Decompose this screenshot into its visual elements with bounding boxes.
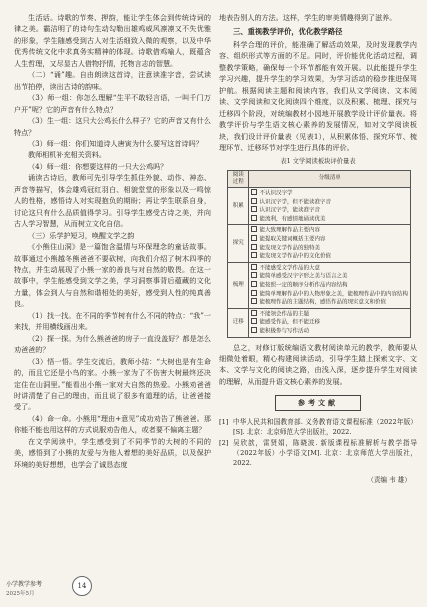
left-column <box>14 12 211 470</box>
checklist-item-text: 能积极参与写作活动 <box>259 328 309 335</box>
checklist-item-text: 能按照一定的顺序分析作品内容结构 <box>259 282 348 289</box>
paragraph: （3）师一组：你们知道诗人唐寅为什么要写这首诗吗？ <box>28 138 203 148</box>
checkbox-icon <box>251 290 257 296</box>
checklist-item-text: 能大致理解作品主要内容 <box>259 227 320 234</box>
checkbox-icon <box>251 327 257 333</box>
section-title: 三、重视教学评价，优化教学路径 <box>233 27 343 37</box>
checkbox-icon <box>251 244 257 250</box>
checkbox-icon <box>251 198 257 204</box>
checkbox-icon <box>251 215 257 221</box>
subsection-heading: （三）乐学护短习，唤醒文学之韵 <box>28 230 135 240</box>
paragraph: （2）探一探。为什么熊爸爸的房子一直没盖好？都是怎么劝爸爸的？ <box>14 333 211 355</box>
checkbox-icon <box>251 264 257 270</box>
checklist-item-text: 不能领会作品的主题 <box>259 311 309 318</box>
table-dimension-cell: 探究 <box>228 225 249 262</box>
paragraph: 生活话。诗歌的节奏、押韵，能让学生体会到传统诗词的律之美。霸洁明了的诗句生动勾勒出雄鸡威风凛凛又不失优雅的形象，学生随感受到古人对生活细致入微的观察，以及中华优秀传统文化中求真务实精神的体现。诗歌借鸡喻人，既蕴含人生哲理，又尽显古人借物抒情，托物言志的智慧。 <box>14 13 211 68</box>
reference-item <box>219 417 417 438</box>
checklist-item <box>251 206 408 215</box>
checkbox-icon <box>251 206 257 212</box>
references-heading-wrap <box>219 395 417 410</box>
checklist-item <box>251 327 408 336</box>
paragraph: 教师相机补充相关资料。 <box>28 150 107 160</box>
reference-number: [1] <box>219 417 229 426</box>
checklist-item-text: 不认识汉字学 <box>259 190 293 197</box>
checkbox-icon <box>251 298 257 304</box>
table-row <box>228 308 411 337</box>
table-row <box>228 262 411 308</box>
checkbox-icon <box>251 310 257 316</box>
checklist-item <box>251 252 408 261</box>
table-header: 阅读过程 <box>228 170 249 187</box>
editor-note: （责编 韦 雄） <box>367 475 411 484</box>
paragraph: （1）找一找。在不同的季节树有什么不同的特点：“我”一来找，并用横线画出来。 <box>14 310 211 332</box>
reference-item <box>219 438 417 469</box>
checklist-item <box>251 198 408 207</box>
checklist-item-text: 认识汉字学，能读准字音 <box>259 207 320 214</box>
checklist-item-text: 能发现文学作品的独特美 <box>259 245 320 252</box>
table-row <box>228 188 411 225</box>
checklist-item <box>251 244 408 253</box>
paragraph: 在文学阅读中，学生感受到了不同季节的大树的不同的美，感悟到了小熊的友爱与为他人着想的美好品质，以及保护环境的美好想想，也学会了诚恳态度 <box>14 436 211 469</box>
checklist-item <box>251 290 408 299</box>
checklist-item <box>251 215 408 224</box>
checklist-item-text: 认识汉字学，但不能读准字音 <box>259 199 331 206</box>
checklist-item <box>251 318 408 327</box>
paragraph: 《小熊住山洞》是一篇饱含温情与环保理念的童话故事。故事通过小熊越冬熊爸爸不要砍树，向我们介绍了树木四季的特点，并生动展现了小熊一家的善良与对自然的敬畏。在这一故事中，学生能感受到文学之美，学习洞察事背后蕴藏的文化力量，体会到人与自然和谐相处的美好，感受到人性的纯真善良。 <box>14 242 211 309</box>
checklist-item <box>251 298 408 307</box>
checklist-item <box>251 235 408 244</box>
table-dimension-cell: 梳理 <box>228 262 249 308</box>
paragraph: （4）师一组：你想要这样的一只大公鸡吗？ <box>28 161 168 171</box>
paragraph: （二）“诵”趣。自由朗读这首诗，注意读准字音，尝试读出节拍停，读出古诗的韵味。 <box>14 70 211 91</box>
checkbox-icon <box>251 226 257 232</box>
evaluation-table <box>227 170 411 338</box>
reference-number: [2] <box>219 438 229 447</box>
checkbox-icon <box>251 272 257 278</box>
checkbox-icon <box>251 318 257 324</box>
checkbox-icon <box>251 252 257 258</box>
reference-text: 吴欣歆，雷贤娟，陈晓波. 新版课程标准解析与教学指导（2022年版）小学语文[M]. 北京：北京师范大学出版社，2022. <box>233 438 417 468</box>
checklist-item-text: 不能感受文学作品的大意 <box>259 265 320 272</box>
checklist-item-text: 能发现文学作品中的文化价值 <box>259 253 331 260</box>
checklist-item <box>251 189 408 198</box>
table-dimension-cell: 迁移 <box>228 308 249 337</box>
table-options-cell <box>249 225 411 262</box>
paragraph: （3）师一组：你怎么理解“生平不敢轻言语，一叫千门万户开”呢？它的声音有什么特点？ <box>14 93 211 114</box>
checklist-item-text: 能简单理解作品中的人物形象之美，能梳理作品中的内容结构 <box>259 291 408 298</box>
table-options-cell <box>249 262 411 308</box>
issue-date: 2025年5月 <box>6 591 35 597</box>
checklist-item <box>251 226 408 235</box>
right-column <box>219 12 417 486</box>
checkbox-icon <box>251 189 257 195</box>
magazine-name: 小学教学参考 <box>6 581 43 588</box>
table-header-row <box>228 170 411 187</box>
paragraph: 总之，对修订版统编语文教材阅读单元的教学，教师要从细微处着眼，精心构建阅读活动，引导学生踏上探索文字、文本、文学与文化的阅读之路，由浅入深，逐步提升学生对阅读的理解，从而提升语文核心素养的发展。 <box>219 342 417 386</box>
checklist-item-text: 能梳理作品的主题结构，感悟作品的现实意义和价值 <box>259 299 386 306</box>
page-footer <box>0 575 427 601</box>
checklist-item <box>251 272 408 281</box>
reference-text: 中华人民共和国教育部. 义务教育语文课程标准（2022年版）[S]. 北京：北京师范大学出版社，2022. <box>233 417 417 437</box>
table-header: 分级清单 <box>249 170 411 187</box>
checkbox-icon <box>251 235 257 241</box>
paragraph: 科学合理的评价，能准确了解活动效果，及时发现教学内容、组织形式等方面的不足。同时，评价能优化活动过程，调整教学策略，确保每一个环节都能有效开展。以此能提升学生学习兴趣，提升学生的学习效果，为学习活动的稳步推进保驾护航。根据阅读主题和阅读内容，我们从文学阅读、文本阅读、文学阅读和文化阅读四个维度，以及积累、梳理、探究与迁移四个阶段，对统编教材小园地开展教学设计评价量表。将教学评价与学生语文核心素养的发展情况，如对文学阅读板块，我们设计评价量表（见表1），从积累体悟、探究环节、梳理环节、迁移环节对学生进行具体的评价。 <box>219 39 417 152</box>
checklist-item-text: 能流利，有感情地诵读优美 <box>259 216 326 223</box>
paragraph: 地表告别人的方法。这样，学生的审美情趣得到了滋养。 <box>219 13 397 22</box>
checklist-item <box>251 310 408 319</box>
checklist-item <box>251 264 408 273</box>
table-options-cell <box>249 188 411 225</box>
table-options-cell <box>249 308 411 337</box>
checkbox-icon <box>251 281 257 287</box>
paragraph: （4）命一命。小熊用“理由+意见”成功劝告了熊爸爸。那你能不能也用这样的方式说服劝告他人，或者要不偏离主题？ <box>14 413 211 435</box>
paragraph: （3）悟一悟。学生交流后，教师小结：“大树也是有生命的，而且它还是小鸟的家。小熊一家为了不伤害大树最终还决定住在山洞里。”能看出小熊一家对大自然的热爱。小熊劝爸爸时讲清楚了自己的理由，而且说了很多有道理的话，让爸爸接受了。 <box>14 356 211 412</box>
checklist-item-text: 能提取关键词概括主要内容 <box>259 236 326 243</box>
page-number: 14 <box>72 576 92 596</box>
paragraph: （3）生一组：这只大公鸡长什么样子？它的声音又有什么特点？ <box>14 116 211 137</box>
checklist-item-text: 能感受作品，但不能迁移 <box>259 319 320 326</box>
checklist-item-text: 能简单感受汉字字形之美与语言之美 <box>259 273 348 280</box>
table-dimension-cell: 积累 <box>228 188 249 225</box>
table-caption: 表1 文学阅读板块评价量表 <box>280 158 356 166</box>
checklist-item <box>251 281 408 290</box>
references-heading: 参考文献 <box>275 395 361 410</box>
paragraph: 诵读古诗后，教师可先引导学生抓住外貌、动作、神态、声音等描写，体会雄鸡冠红羽白、相貌堂堂的形象以及一鸣惊人的性格，感悟诗人对实现抱负的期盼；再让学生联系自身，讨论这只有什么品质值得学习。引导学生感受古诗之美，并向古人学习智慧，从而树立文化自信。 <box>14 173 211 229</box>
table-row <box>228 225 411 262</box>
